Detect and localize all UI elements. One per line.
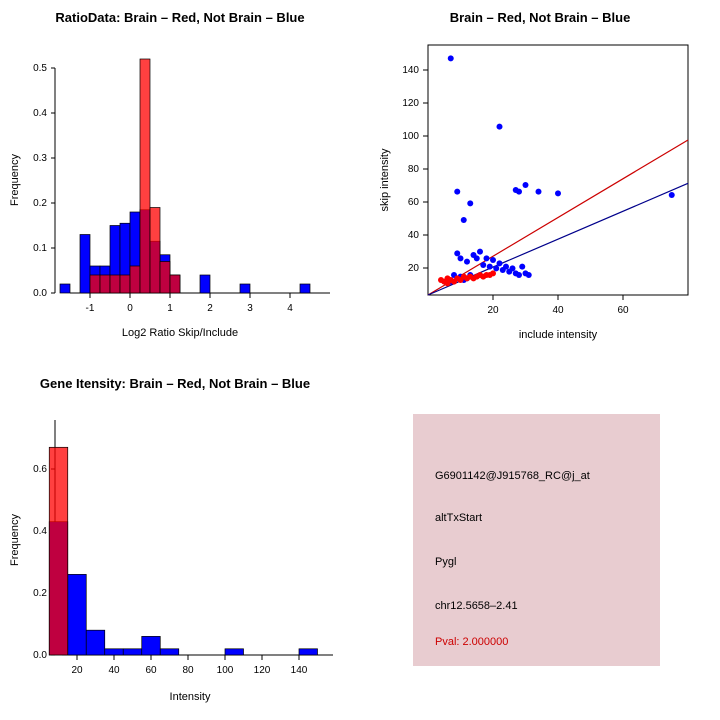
scatter-point (461, 217, 467, 223)
x-axis-ticks (493, 295, 623, 300)
histogram-bar (120, 275, 130, 293)
scatter-point (503, 264, 509, 270)
histogram-bar (86, 630, 105, 655)
scatter-point (458, 255, 464, 261)
scatter-point (493, 265, 499, 271)
svg-text:120: 120 (402, 98, 419, 109)
svg-text:140: 140 (290, 665, 308, 676)
svg-text:40: 40 (108, 665, 120, 676)
panel-gene-intensity-histogram (0, 360, 360, 720)
y-axis-label: Frequency (9, 154, 21, 206)
pval: Pval: 2.000000 (435, 636, 509, 648)
svg-text:0.4: 0.4 (33, 526, 47, 537)
x-axis (62, 655, 333, 660)
scatter-point (510, 265, 516, 271)
scatter-point (555, 190, 561, 196)
svg-text:3: 3 (247, 303, 253, 314)
scatter-point (477, 249, 483, 255)
ratio-histogram-svg (0, 0, 360, 360)
svg-text:100: 100 (402, 131, 419, 142)
scatter-points (438, 55, 675, 286)
panel-title: Gene Itensity: Brain – Red, Not Brain – Blue (39, 376, 311, 391)
scatter-point (454, 250, 460, 256)
histogram-bar (200, 275, 210, 293)
scatter-point (497, 124, 503, 130)
svg-text:80: 80 (182, 665, 194, 676)
fit-lines (428, 140, 688, 295)
svg-text:100: 100 (216, 665, 234, 676)
histogram-bar (140, 59, 150, 293)
probe-id: G6901142@J915768_RC@j_at (435, 470, 590, 482)
locus: chr12.5658–2.41 (435, 600, 518, 612)
histogram-bar (49, 447, 68, 655)
scatter-point (467, 200, 473, 206)
plot-frame (428, 45, 688, 295)
svg-text:0.1: 0.1 (33, 243, 47, 254)
histogram-bar (160, 649, 179, 655)
svg-text:20: 20 (407, 263, 419, 274)
histogram-bar (225, 649, 244, 655)
svg-text:0.0: 0.0 (33, 288, 47, 299)
scatter-point (523, 182, 529, 188)
histogram-bar (130, 266, 140, 293)
scatter-point (516, 272, 522, 278)
x-tick-labels (71, 665, 307, 676)
x-tick-labels (487, 305, 629, 316)
histogram-bar (105, 649, 124, 655)
scatter-point (454, 189, 460, 195)
scatter-point (484, 255, 490, 261)
svg-text:0: 0 (127, 303, 133, 314)
svg-text:60: 60 (407, 197, 419, 208)
svg-text:20: 20 (71, 665, 83, 676)
fit-line (428, 140, 688, 295)
histogram-bar (170, 275, 180, 293)
histogram-bar (160, 262, 170, 294)
scatter-point (474, 255, 480, 261)
gene-symbol: Pygl (435, 556, 457, 568)
y-axis-label: skip intensity (379, 148, 391, 212)
scatter-point (448, 55, 454, 61)
scatter-point (526, 272, 532, 278)
panel-title: Brain – Red, Not Brain – Blue (449, 10, 631, 25)
histogram-bar (240, 284, 250, 293)
histogram-bar (100, 275, 110, 293)
x-tick-labels (86, 303, 294, 314)
svg-text:40: 40 (552, 305, 564, 316)
svg-text:0.5: 0.5 (33, 63, 47, 74)
svg-text:2: 2 (207, 303, 213, 314)
x-axis-label: include intensity (518, 329, 598, 341)
y-tick-labels (402, 65, 419, 274)
scatter-point (519, 264, 525, 270)
histogram-bar (60, 284, 70, 293)
svg-text:0.2: 0.2 (33, 588, 47, 599)
svg-text:140: 140 (402, 65, 419, 76)
svg-text:1: 1 (167, 303, 173, 314)
histogram-bar (123, 649, 142, 655)
panel-title: RatioData: Brain – Red, Not Brain – Blue (55, 10, 305, 25)
histogram-bar (68, 574, 87, 655)
svg-text:20: 20 (487, 305, 499, 316)
svg-text:-1: -1 (85, 303, 95, 314)
x-axis (70, 293, 330, 298)
scatter-point (497, 260, 503, 266)
histogram-bar (142, 636, 161, 655)
event-type: altTxStart (435, 512, 483, 524)
y-tick-labels (33, 63, 47, 299)
svg-text:80: 80 (407, 164, 419, 175)
scatter-svg (360, 0, 720, 360)
y-axis-label: Frequency (9, 514, 21, 566)
svg-text:0.6: 0.6 (33, 464, 47, 475)
gene-intensity-svg (0, 360, 360, 720)
svg-text:60: 60 (145, 665, 157, 676)
panel-ratio-histogram (0, 0, 360, 360)
scatter-point (669, 192, 675, 198)
histogram-bar (300, 284, 310, 293)
svg-text:0.0: 0.0 (33, 650, 47, 661)
y-axis (51, 68, 55, 293)
scatter-point (464, 259, 470, 265)
histogram-bar (90, 275, 100, 293)
svg-text:40: 40 (407, 230, 419, 241)
svg-text:120: 120 (253, 665, 271, 676)
scatter-point (487, 264, 493, 270)
scatter-point (490, 257, 496, 263)
scatter-point (516, 189, 522, 195)
svg-text:0.4: 0.4 (33, 108, 47, 119)
svg-text:60: 60 (617, 305, 629, 316)
histogram-bars (49, 447, 317, 655)
histogram-bars (60, 59, 310, 293)
scatter-point (490, 270, 496, 276)
histogram-bar (110, 275, 120, 293)
x-axis-label: Log2 Ratio Skip/Include (121, 327, 239, 339)
histogram-bar (150, 208, 160, 294)
panel-intensity-scatter (360, 0, 720, 360)
scatter-point (536, 189, 542, 195)
svg-text:4: 4 (287, 303, 293, 314)
x-axis-label: Intensity (169, 691, 211, 703)
svg-text:0.2: 0.2 (33, 198, 47, 209)
svg-text:0.3: 0.3 (33, 153, 47, 164)
y-tick-labels (33, 464, 47, 661)
histogram-bar (299, 649, 318, 655)
scatter-point (480, 262, 486, 268)
panel-info-box (413, 414, 660, 666)
y-axis-ticks (423, 70, 428, 268)
histogram-bar (80, 235, 90, 294)
